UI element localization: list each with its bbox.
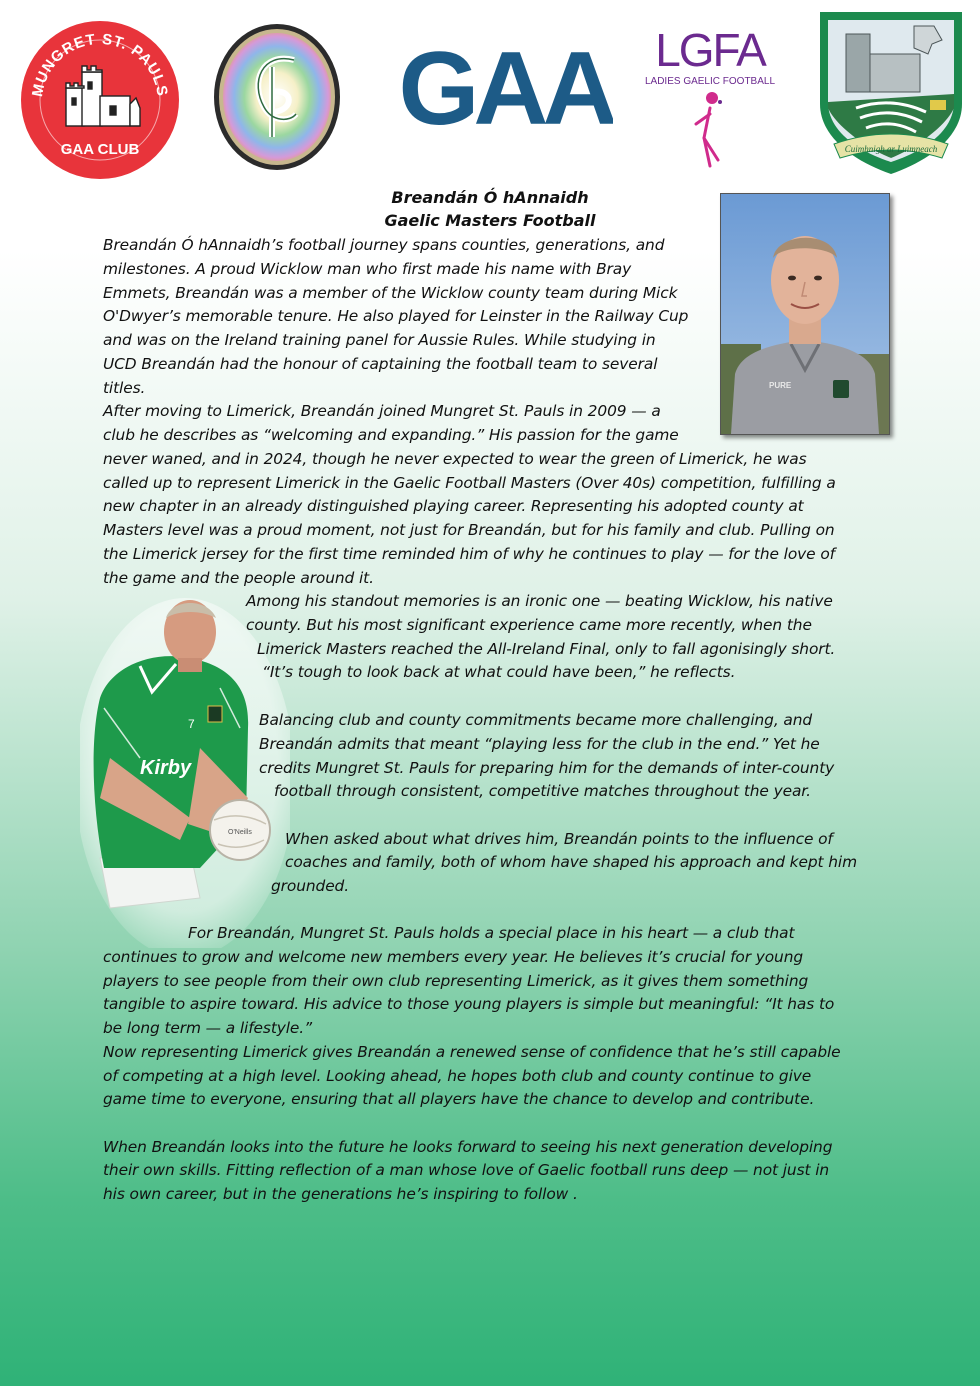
body-text-line: O'Dwyer’s memorable tenure. He also played for Leinster in the Railway Cup [103, 307, 689, 325]
body-text-line: coaches and family, both of whom have shaped his approach and kept him [285, 853, 857, 871]
article-subtitle-heading: Gaelic Masters Football [384, 211, 596, 230]
body-text-line: When Breandán looks into the future he looks forward to seeing his next generation developing [103, 1138, 833, 1156]
article-name-heading: Breandán Ó hAnnaidh [391, 188, 589, 207]
body-text-line: Among his standout memories is an ironic one — beating Wicklow, his native [246, 592, 833, 610]
body-text-line: continues to grow and welcome new members every year. He believes it’s crucial for young [103, 948, 804, 966]
body-text-line: the Limerick jersey for the first time reminded him of why he continues to play — for the love of [103, 545, 835, 563]
body-text-line: credits Mungret St. Pauls for preparing him for the demands of inter-county [259, 759, 835, 777]
body-text-line: For Breandán, Mungret St. Pauls holds a special place in his heart — a club that [188, 924, 795, 942]
jersey-number: 7 [188, 717, 195, 731]
body-text-line: After moving to Limerick, Breandán joined Mungret St. Pauls in 2009 — a [103, 402, 661, 420]
mungret-st-pauls-crest-logo [20, 20, 180, 180]
body-text-line: his own career, but in the generations he’s inspiring to follow . [103, 1185, 578, 1203]
body-text-line: Limerick Masters reached the All-Ireland Final, only to fall agonisingly short. [257, 640, 836, 658]
limerick-crest-logo [816, 8, 966, 178]
club-subtitle: GAA CLUB [60, 141, 140, 158]
body-text-line: game time to everyone, ensuring that all players have the chance to develop and contribute. [103, 1090, 815, 1108]
body-text-line: Masters level was a proud moment, not just for Breandán, but for his family and club. Pulling on [103, 521, 835, 539]
jersey-sponsor: Kirby [140, 757, 192, 779]
lgfa-subtitle: LADIES GAELIC FOOTBALL [644, 76, 776, 87]
body-text-line: Breandán admits that meant “playing less for the club in the end.” Yet he [259, 735, 820, 753]
lgfa-player-icon [696, 92, 718, 166]
gaa-wordmark: GAA [398, 42, 612, 134]
body-text-line: football through consistent, competitive matches throughout the year. [274, 782, 811, 800]
body-text-line: UCD Breandán had the honour of captaining the football team to several [103, 355, 658, 373]
body-text-line: Emmets, Breandán was a member of the Wicklow county team during Mick [103, 284, 678, 302]
lgfa-logo [640, 20, 780, 170]
body-text-line: club he describes as “welcoming and expanding.” His passion for the game [103, 426, 679, 444]
lgfa-wordmark: LGFA [655, 24, 765, 76]
svg-text:PURE: PURE [769, 381, 792, 390]
body-text-line: the game and the people around it. [103, 569, 374, 587]
body-text-line: and was on the Ireland training panel for Aussie Rules. While studying in [103, 331, 656, 349]
body-text-line: titles. [103, 379, 146, 397]
body-text-line: their own skills. Fitting reflection of a man whose love of Gaelic football runs deep — not just in [103, 1161, 830, 1179]
body-text-line: new chapter in an already distinguished playing career. Representing his adopted county at [103, 497, 804, 515]
body-text-line: Now representing Limerick gives Breandán a renewed sense of confidence that he’s still capable [103, 1043, 841, 1061]
body-text-line: Breandán Ó hAnnaidh’s football journey spans counties, generations, and [103, 236, 665, 254]
body-text-line: grounded. [271, 877, 350, 895]
body-text-line: players to see people from their own club representing Limerick, as it gives them something [103, 972, 809, 990]
body-text-line: never waned, and in 2024, though he never expected to wear the green of Limerick, he was [103, 450, 807, 468]
portrait-illustration [721, 194, 889, 434]
body-text-line: When asked about what drives him, Breandán points to the influence of [285, 830, 833, 848]
limerick-motto: Cuimhnigh ar Luimneach [844, 144, 938, 154]
body-text-line: milestones. A proud Wicklow man who first made his name with Bray [103, 260, 632, 278]
football-print: O'Neills [228, 829, 252, 836]
body-text-line: of competing at a high level. Looking ahead, he hopes both club and county continue to give [103, 1067, 812, 1085]
club-name-arc: MUNGRET ST. PAULS [29, 30, 171, 99]
gaa-logo [398, 42, 613, 134]
camogie-logo [212, 22, 342, 172]
body-text-line: Balancing club and county commitments became more challenging, and [259, 711, 813, 729]
body-text-line: county. But his most significant experience came more recently, when the [246, 616, 812, 634]
body-text-line: tangible to aspire toward. His advice to those young players is simple but meaningful: “It has to [103, 995, 835, 1013]
body-text-line: be long term — a lifestyle.” [103, 1019, 312, 1037]
body-text-line: “It’s tough to look back at what could have been,” he reflects. [262, 663, 736, 681]
portrait-photo [720, 193, 890, 435]
body-text-line: called up to represent Limerick in the Gaelic Football Masters (Over 40s) competition, fulfilling a [103, 474, 836, 492]
